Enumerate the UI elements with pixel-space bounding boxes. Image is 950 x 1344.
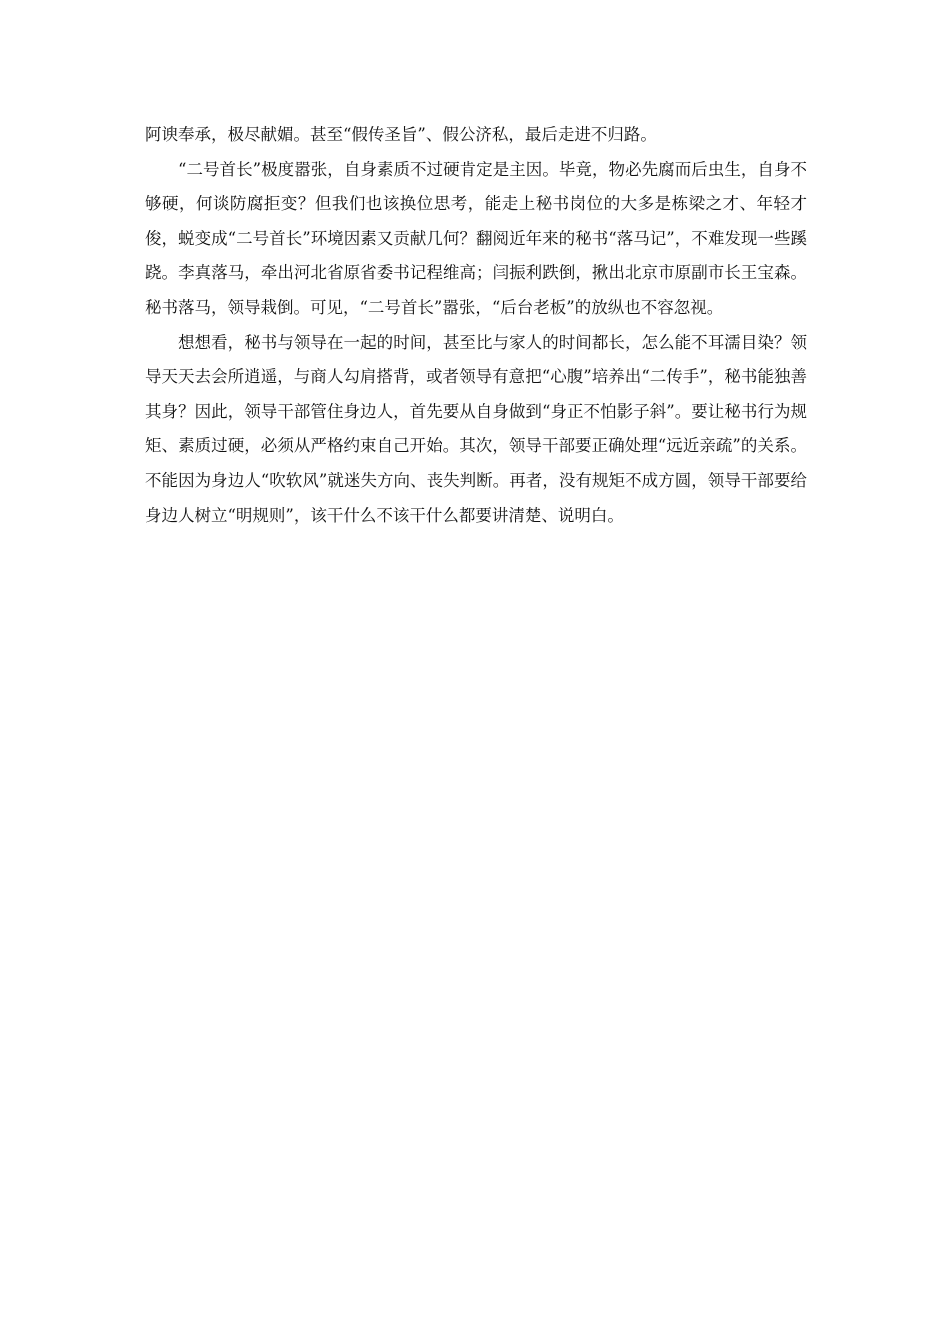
paragraph-second-chief: “二号首长”极度嚣张，自身素质不过硬肯定是主因。毕竟，物必先腐而后虫生，自身不够硬，何谈防腐拒变？但我们也该换位思考，能走上秘书岗位的大多是栋梁之才、年轻才俊，蜕变成“二号首长”环境因素又贡献几何？翻阅近年来的秘书“落马记”，不难发现一些蹊跷。李真落马，牵出河北省原省委书记程维高；闫振利跌倒，揪出北京市原副市长王宝森。秘书落马，领导栽倒。可见，“二号首长”嚣张，“后台老板”的放纵也不容忽视。	[145, 159, 807, 317]
paragraph-continuation: 阿谀奉承，极尽献媚。甚至“假传圣旨”、假公济私，最后走进不归路。	[145, 125, 657, 144]
document-body	[145, 118, 807, 533]
paragraph-leader-responsibility: 想想看，秘书与领导在一起的时间，甚至比与家人的时间都长，怎么能不耳濡目染？领导天天去会所逍遥，与商人勾肩搭背，或者领导有意把“心腹”培养出“二传手”，秘书能独善其身？因此，领导干部管住身边人，首先要从自身做到“身正不怕影子斜”。要让秘书行为规矩、素质过硬，必须从严格约束自己开始。其次，领导干部要正确处理“远近亲疏”的关系。不能因为身边人“吹软风”就迷失方向、丧失判断。再者，没有规矩不成方圆，领导干部要给身边人树立“明规则”，该干什么不该干什么都要讲清楚、说明白。	[145, 332, 807, 525]
